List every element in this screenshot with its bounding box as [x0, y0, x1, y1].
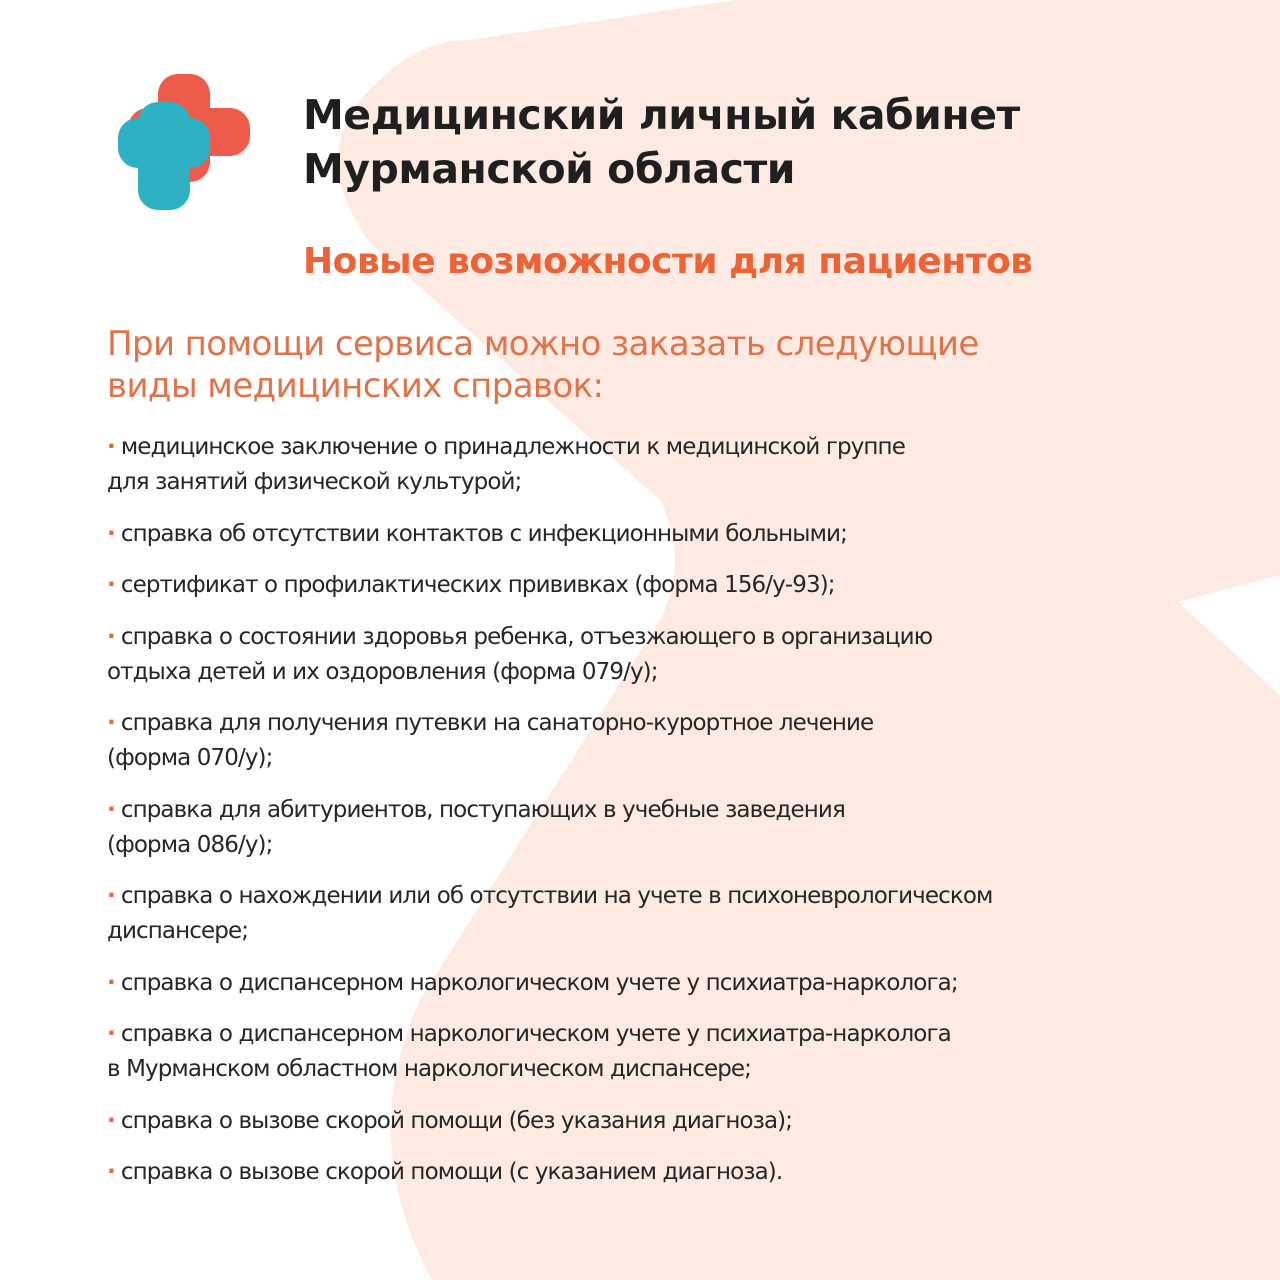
list-item-line [107, 879, 1227, 914]
list-item-line [107, 793, 1227, 828]
list-item [107, 706, 1227, 776]
list-item-line [107, 568, 1227, 603]
bullet-icon: · [107, 1021, 115, 1047]
bullet-icon: · [107, 796, 115, 823]
list-item-line [107, 706, 1227, 741]
list-item-text: диспансере; [107, 918, 249, 944]
list-item-text: в Мурманском областном наркологическом диспансере; [107, 1056, 752, 1082]
bullet-icon: · [107, 1107, 115, 1134]
list-item [107, 430, 1227, 500]
list-item-text: справка о диспансерном наркологическом учете у психиатра-нарколога [120, 1021, 951, 1047]
list-item-line [107, 1017, 1227, 1052]
list-item [107, 1104, 1227, 1139]
medical-cross-logo-icon [118, 74, 250, 210]
list-item-line [107, 1104, 1227, 1139]
bullet-icon: · [107, 710, 115, 736]
list-item-text: справка о вызове скорой помощи (с указанием диагноза). [120, 1159, 783, 1185]
list-item-text: справка о состоянии здоровья ребенка, отъезжающего в организацию [120, 623, 933, 650]
bullet-icon: · [107, 572, 115, 598]
list-item-line [107, 517, 1227, 552]
list-item [107, 517, 1227, 552]
list-item [107, 793, 1227, 863]
brand-title-line: Мурманской области [303, 145, 795, 193]
bullet-icon: · [107, 1159, 115, 1185]
list-item-text: медицинское заключение о принадлежности к медицинской группе [120, 434, 905, 460]
brand-title [303, 88, 1020, 196]
headline: Новые возможности для пациентов [303, 241, 1033, 282]
list-item-text: (форма 086/у); [107, 831, 273, 858]
list-item-text: справка для абитуриентов, поступающих в учебные заведения [120, 796, 845, 823]
list-item-line [107, 620, 1227, 655]
list-item [107, 1155, 1227, 1190]
list-item-text: сертификат о профилактических прививках (форма 156/у-93); [120, 572, 835, 598]
list-item-line [107, 1155, 1227, 1190]
list-item-text: справка для получения путевки на санаторно-курортное лечение [120, 710, 874, 736]
list-item-text: для занятий физической культурой; [107, 469, 522, 495]
bullet-icon: · [107, 434, 115, 460]
certificate-list [107, 430, 1227, 1207]
list-item-line [107, 430, 1227, 465]
brand-title-line: Медицинский личный кабинет [303, 91, 1020, 139]
bullet-icon: · [107, 623, 115, 650]
bullet-icon: · [107, 969, 115, 996]
list-item-text: справка об отсутствии контактов с инфекционными больными; [120, 520, 847, 547]
list-item-text: справка о вызове скорой помощи (без указания диагноза); [120, 1107, 793, 1134]
bullet-icon: · [107, 883, 115, 909]
list-item [107, 879, 1227, 949]
list-item-text: отдыха детей и их оздоровления (форма 079/у); [107, 658, 658, 685]
bullet-icon: · [107, 520, 115, 547]
intro-text [107, 323, 1187, 407]
intro-line: При помощи сервиса можно заказать следующие [107, 324, 979, 364]
list-item-text: справка о диспансерном наркологическом учете у психиатра-нарколога; [120, 969, 958, 996]
list-item-text: справка о нахождении или об отсутствии на учете в психоневрологическом [120, 883, 993, 909]
intro-line: виды медицинских справок: [107, 366, 604, 406]
list-item [107, 620, 1227, 690]
list-item [107, 966, 1227, 1001]
list-item-text: (форма 070/у); [107, 745, 273, 771]
list-item-line [107, 966, 1227, 1001]
list-item [107, 568, 1227, 603]
list-item [107, 1017, 1227, 1087]
